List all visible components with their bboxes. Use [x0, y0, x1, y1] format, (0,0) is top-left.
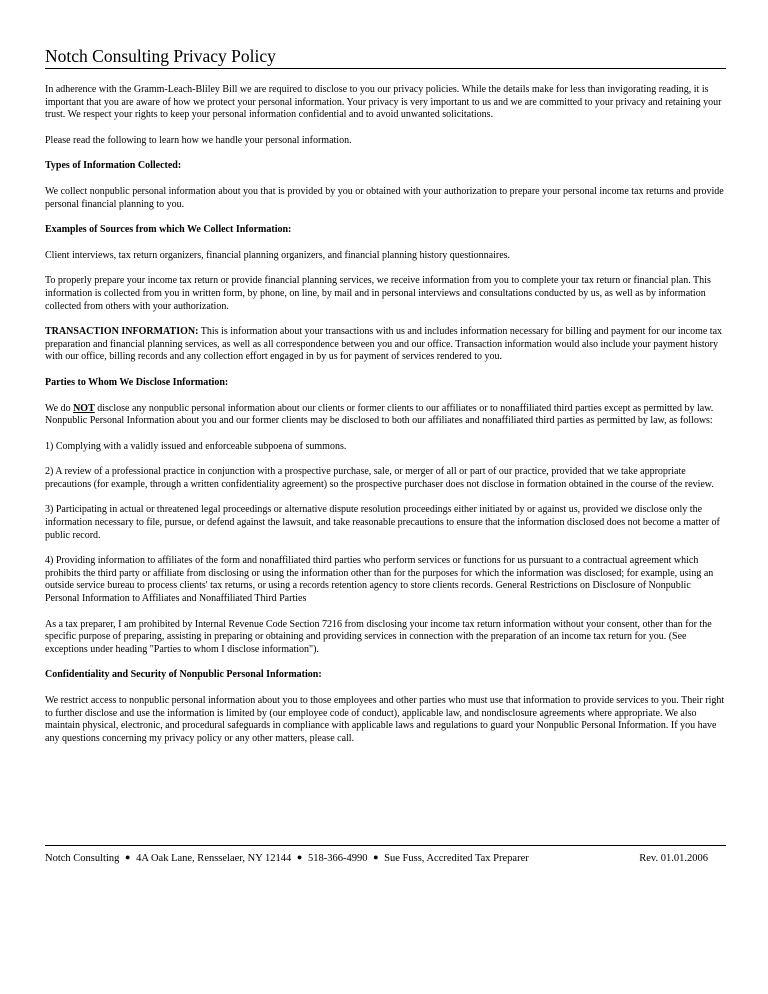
parties-paragraph — [45, 403, 726, 428]
document-body — [45, 84, 726, 745]
tax-preparer-paragraph: As a tax preparer, I am prohibited by Internal Revenue Code Section 7216 from disclosing your income tax return information without your consent, other than for the specific purpose of preparing, assisting in preparing or obtaining and providing services in connection with the preparation of an income tax return for you. (See exceptions under heading "Parties to whom I disclose information"). — [45, 618, 712, 655]
transaction-label: TRANSACTION INFORMATION: — [45, 326, 199, 338]
parties-post: disclose any nonpublic personal information about our clients or former clients to our affiliates or to nonaffiliated third parties except as permitted by law. Nonpublic Personal Information about you and our former clients may be disclosed to both our affiliates and nonaffiliated third parties as permitted by law, as follows: — [45, 402, 714, 427]
types-paragraph: We collect nonpublic personal information about you that is provided by you or obtained with your authorization to prepare your personal income tax returns and provide personal financial planning to you. — [45, 185, 724, 210]
confidentiality-paragraph: We restrict access to nonpublic personal information about you to those employees and other parties who must use that information to provide services to you. Their right to further disclose and use the information is limited by (our employee code of conduct), applicable law, and nondisclosure agreements where appropriate. We also maintain physical, electronic, and procedural safeguards in compliance with applicable laws and regulations to guard your Nonpublic Personal Information. If you have any questions concerning my privacy policy or any other matters, please call. — [45, 695, 725, 744]
bullet-separator: ● — [373, 852, 379, 862]
confidentiality-heading: Confidentiality and Security of Nonpublic Personal Information: — [45, 669, 322, 681]
read-following-paragraph: Please read the following to learn how we handle your personal information. — [45, 134, 352, 146]
footer-revision: Rev. 01.01.2006 — [639, 853, 708, 864]
footer-preparer: Sue Fuss, Accredited Tax Preparer — [384, 853, 529, 864]
sources-paragraph: Client interviews, tax return organizers, financial planning organizers, and financial planning history questionnaires. — [45, 249, 511, 261]
list-item-3: 3) Participating in actual or threatened legal proceedings or alternative dispute resolution proceedings either initiated by or against us, provided we disclose only the information necessary to file, pursue, or defend against the lawsuit, and take reasonable precautions to ensure that the information disclosed does not become a matter of public record. — [45, 504, 720, 541]
types-heading: Types of Information Collected: — [45, 160, 182, 172]
intro-paragraph: In adherence with the Gramm-Leach-Bliley Bill we are required to disclose to you our privacy policies. While the details make for less than invigorating reading, it is important that you are aware of how we protect your personal information. Your privacy is very important to us and we are committed to your privacy and retaining your trust. We respect your rights to keep your personal information confidential and to avoid unwanted solicitations. — [45, 84, 722, 121]
footer-contact — [45, 852, 529, 865]
sources-heading: Examples of Sources from which We Collect Information: — [45, 224, 292, 236]
footer-phone: 518-366-4990 — [307, 853, 368, 864]
list-item-1: 1) Complying with a validly issued and enforceable subpoena of summons. — [45, 440, 347, 452]
document-page — [45, 46, 726, 758]
parties-not: NOT — [73, 402, 95, 414]
list-item-2: 2) A review of a professional practice in conjunction with a prospective purchase, sale, or merger of all or part of our practice, provided that we take appropriate precautions (for example, through a written confidentiality agreement) so the prospective purchaser does not disclose in formation obtained in the course of the review. — [45, 466, 714, 490]
footer-address: 4A Oak Lane, Rensselaer, NY 12144 — [136, 853, 292, 864]
page-title: Notch Consulting Privacy Policy — [45, 46, 726, 69]
prepare-paragraph: To properly prepare your income tax return or provide financial planning services, we receive information from you to complete your tax return or financial plan. This information is collected from you in written form, by phone, on line, by mail and in personal interviews and consultations conducted by us, as well as by information collected from others with your authorization. — [45, 275, 711, 312]
list-item-4: 4) Providing information to affiliates of the form and nonaffiliated third parties who perform services or functions for us pursuant to a contractual agreement which prohibits the third party or affiliate from disclosing or using the information other than for the purposes for which the information was disclosed; for example, using an outside service bureau to process clients' tax returns, or using a records retention agency to store clients records. General Restrictions on Disclosure of Nonpublic Personal Information to Affiliates and Nonaffiliated Third Parties — [45, 555, 714, 605]
transaction-paragraph — [45, 326, 726, 364]
transaction-text: This is information about your transactions with us and includes information necessary for billing and payment for our income tax preparation and financial planning services, as well as all correspondence between you and our office. Transaction information would also include your payment history with our office, billing records and any collection effort engaged in by us for payment of services rendered to you. — [45, 326, 723, 363]
parties-heading: Parties to Whom We Disclose Information: — [45, 376, 229, 388]
bullet-separator: ● — [125, 852, 131, 862]
page-footer — [45, 845, 726, 865]
footer-company: Notch Consulting — [45, 853, 120, 864]
parties-pre: We do — [45, 402, 74, 414]
bullet-separator: ● — [296, 852, 303, 862]
